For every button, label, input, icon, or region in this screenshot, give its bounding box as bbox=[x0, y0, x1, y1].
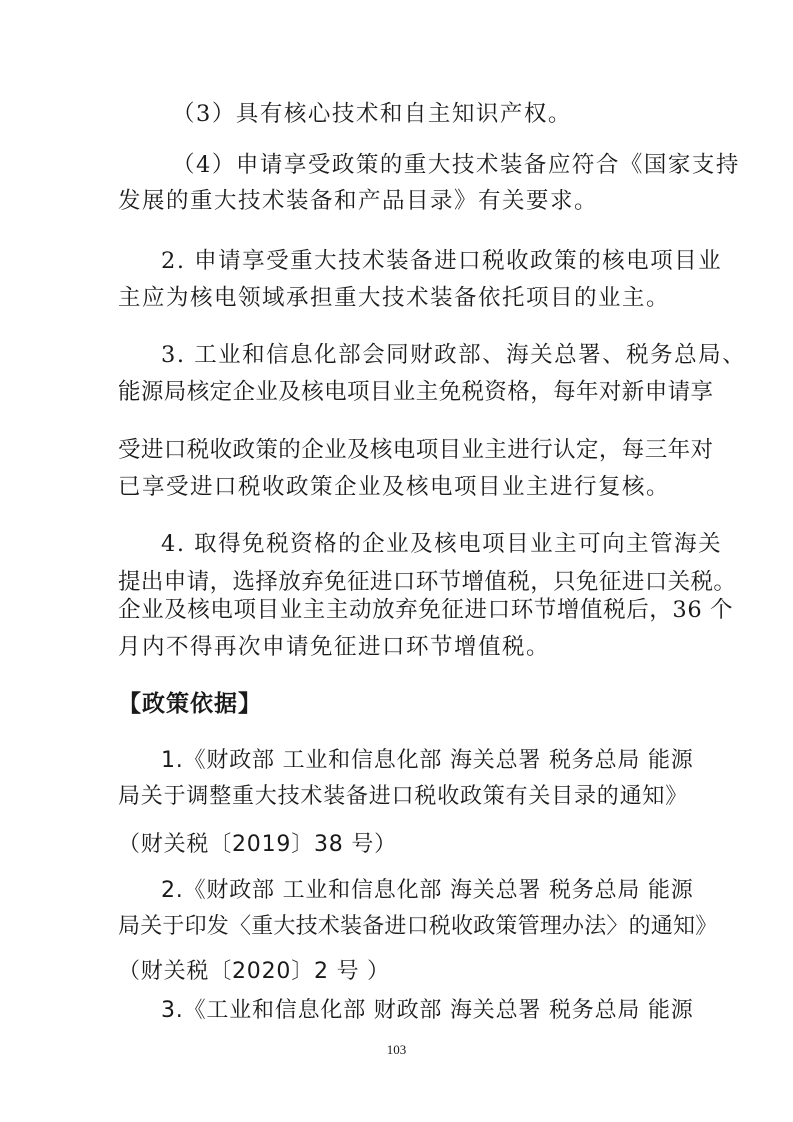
body-line: 提出申请，选择放弃免征进口环节增值税，只免征进口关税。 bbox=[118, 569, 737, 595]
body-line: 3. 工业和信息化部会同财政部、海关总署、税务总局、 bbox=[161, 342, 747, 368]
reference-line: 局关于调整重大技术装备进口税收政策有关目录的通知》 bbox=[118, 784, 689, 809]
body-line: 能源局核定企业及核电项目业主免税资格，每年对新申请享 bbox=[118, 379, 714, 405]
body-line: 2. 申请享受重大技术装备进口税收政策的核电项目业 bbox=[161, 248, 723, 274]
reference-line: 1.《财政部 工业和信息化部 海关总署 税务总局 能源 bbox=[161, 748, 694, 773]
body-line: 发展的重大技术装备和产品目录》有关要求。 bbox=[118, 188, 599, 214]
body-line: 受进口税收政策的企业及核电项目业主进行认定，每三年对 bbox=[118, 437, 714, 463]
body-line: （3）具有核心技术和自主知识产权。 bbox=[172, 101, 572, 127]
section-heading: 【政策依据】 bbox=[118, 691, 262, 717]
body-line: 主应为核电领域承担重大技术装备依托项目的业主。 bbox=[118, 285, 671, 311]
body-line: 月内不得再次申请免征进口环节增值税。 bbox=[118, 634, 551, 660]
reference-line: 2.《财政部 工业和信息化部 海关总署 税务总局 能源 bbox=[161, 878, 694, 903]
reference-line: （财关税〔2019〕38 号） bbox=[118, 832, 397, 857]
reference-line: （财关税〔2020〕2 号 ） bbox=[118, 959, 390, 984]
body-line: （4）申请享受政策的重大技术装备应符合《国家支持 bbox=[172, 152, 740, 178]
reference-line: 局关于印发〈重大技术装备进口税收政策管理办法〉的通知》 bbox=[118, 914, 718, 939]
body-line: 已享受进口税收政策企业及核电项目业主进行复核。 bbox=[118, 474, 671, 500]
page-number: 103 bbox=[386, 1042, 407, 1057]
reference-line: 3.《工业和信息化部 财政部 海关总署 税务总局 能源 bbox=[161, 998, 694, 1023]
body-line: 4. 取得免税资格的企业及核电项目业主可向主管海关 bbox=[161, 531, 723, 557]
body-line: 企业及核电项目业主主动放弃免征进口环节增值税后，36 个 bbox=[118, 597, 734, 623]
